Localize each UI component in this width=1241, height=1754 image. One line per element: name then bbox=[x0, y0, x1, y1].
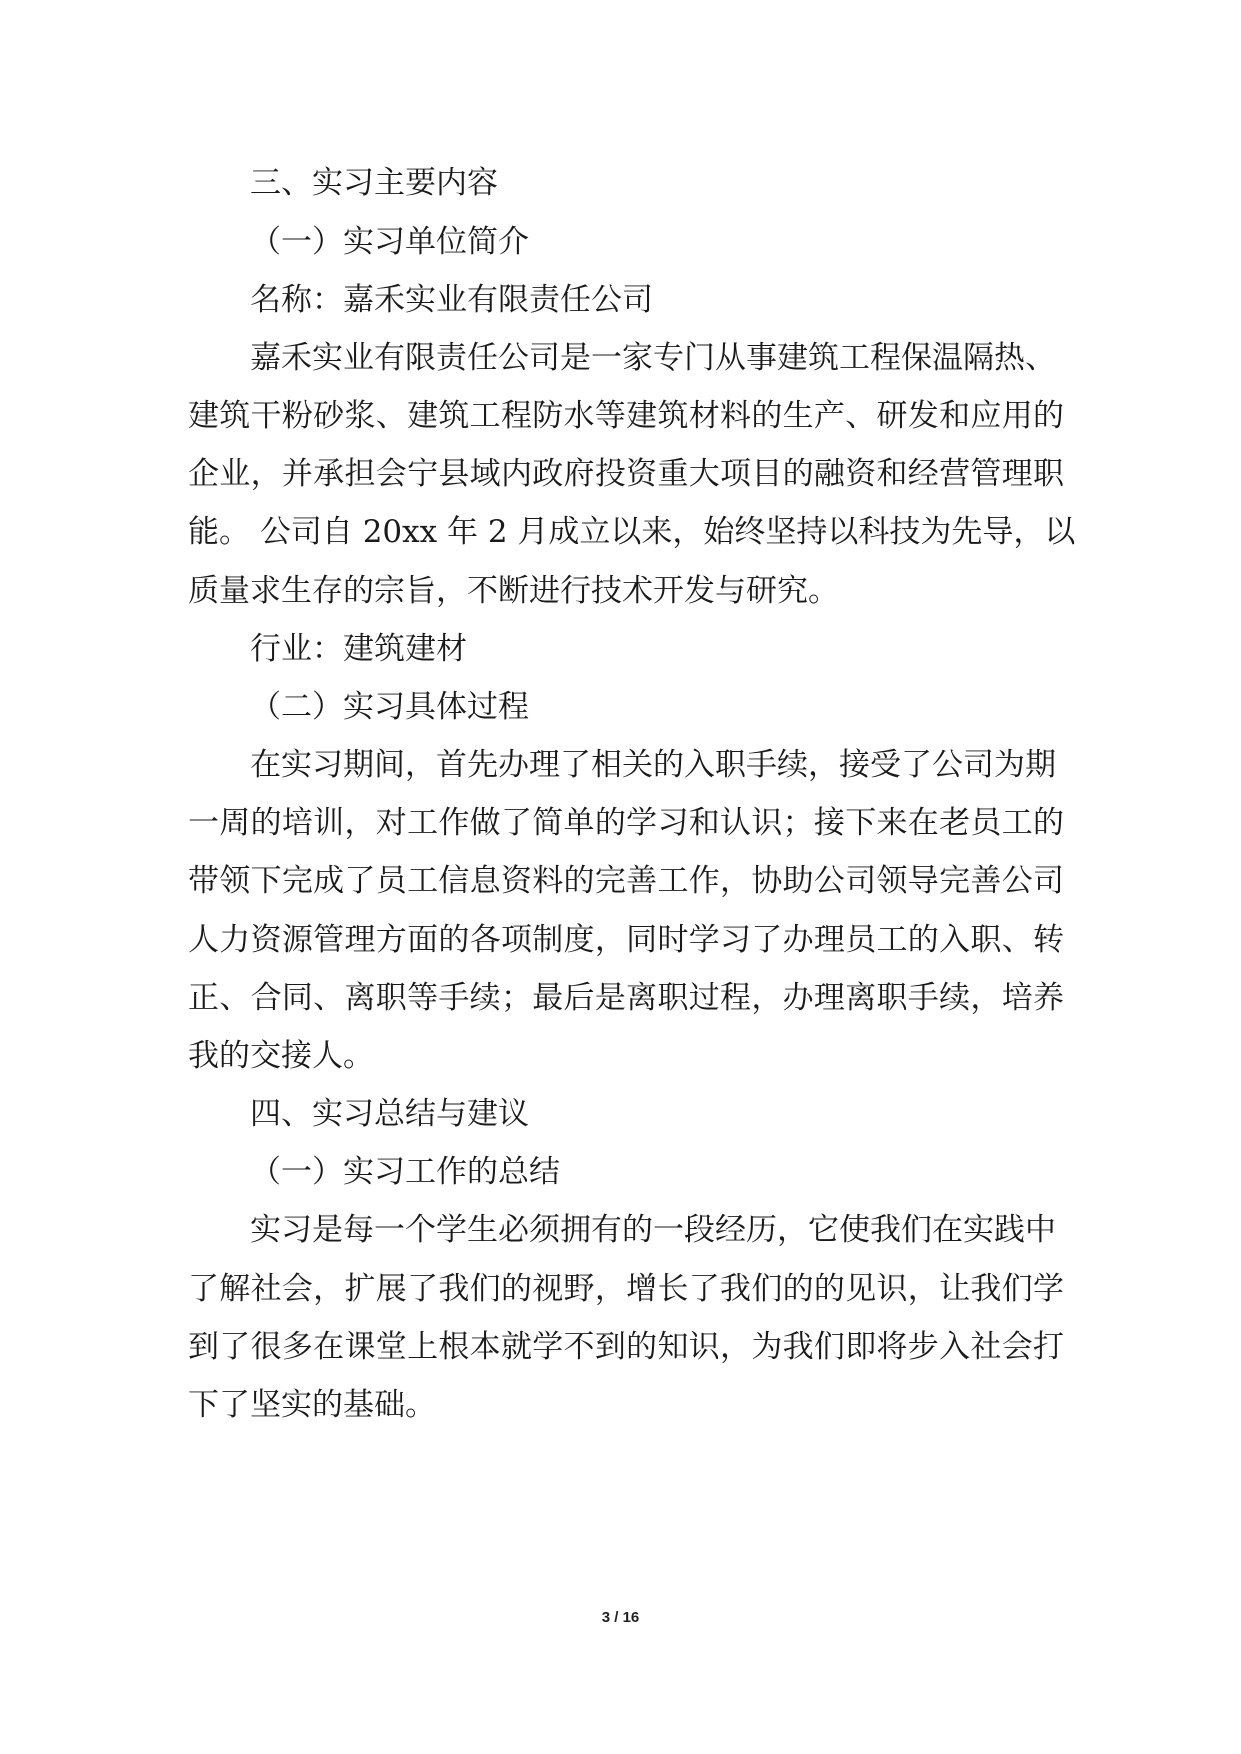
paragraph-line: 人力资源管理方面的各项制度，同时学习了办理员工的入职、转 bbox=[188, 922, 1064, 958]
paragraph-line: 一周的培训，对工作做了简单的学习和认识；接下来在老员工的 bbox=[188, 805, 1064, 841]
paragraph-line: 我的交接人。 bbox=[188, 1038, 374, 1074]
section-heading-3: 三、实习主要内容 bbox=[250, 165, 498, 201]
paragraph-line: 企业，并承担会宁县域内政府投资重大项目的融资和经营管理职 bbox=[188, 456, 1064, 492]
section-heading-4: 四、实习总结与建议 bbox=[250, 1096, 529, 1132]
paragraph-line: 带领下完成了员工信息资料的完善工作，协助公司领导完善公司 bbox=[188, 863, 1064, 899]
paragraph-line: 能。 公司自 20xx 年 2 月成立以来，始终坚持以科技为先导，以 bbox=[188, 514, 1076, 550]
subsection-heading-process: （二）实习具体过程 bbox=[250, 689, 529, 725]
company-name-line: 名称：嘉禾实业有限责任公司 bbox=[250, 282, 653, 318]
paragraph-line: 正、合同、离职等手续；最后是离职过程，办理离职手续，培养 bbox=[188, 980, 1064, 1016]
industry-line: 行业：建筑建材 bbox=[250, 631, 467, 667]
subsection-heading-unit-intro: （一）实习单位简介 bbox=[250, 224, 529, 260]
page-number: 3 / 16 bbox=[601, 1609, 640, 1626]
paragraph-line: 在实习期间，首先办理了相关的入职手续，接受了公司为期 bbox=[250, 747, 1056, 783]
subsection-heading-summary: （一）实习工作的总结 bbox=[250, 1154, 560, 1190]
paragraph-line: 实习是每一个学生必须拥有的一段经历，它使我们在实践中 bbox=[250, 1212, 1056, 1248]
paragraph-line: 了解社会，扩展了我们的视野，增长了我们的的见识，让我们学 bbox=[188, 1271, 1064, 1307]
paragraph-line: 下了坚实的基础。 bbox=[188, 1387, 436, 1423]
paragraph-line: 嘉禾实业有限责任公司是一家专门从事建筑工程保温隔热、 bbox=[250, 340, 1056, 376]
paragraph-line: 质量求生存的宗旨，不断进行技术开发与研究。 bbox=[188, 573, 839, 609]
paragraph-line: 建筑干粉砂浆、建筑工程防水等建筑材料的生产、研发和应用的 bbox=[188, 398, 1064, 434]
paragraph-line: 到了很多在课堂上根本就学不到的知识，为我们即将步入社会打 bbox=[188, 1329, 1064, 1365]
